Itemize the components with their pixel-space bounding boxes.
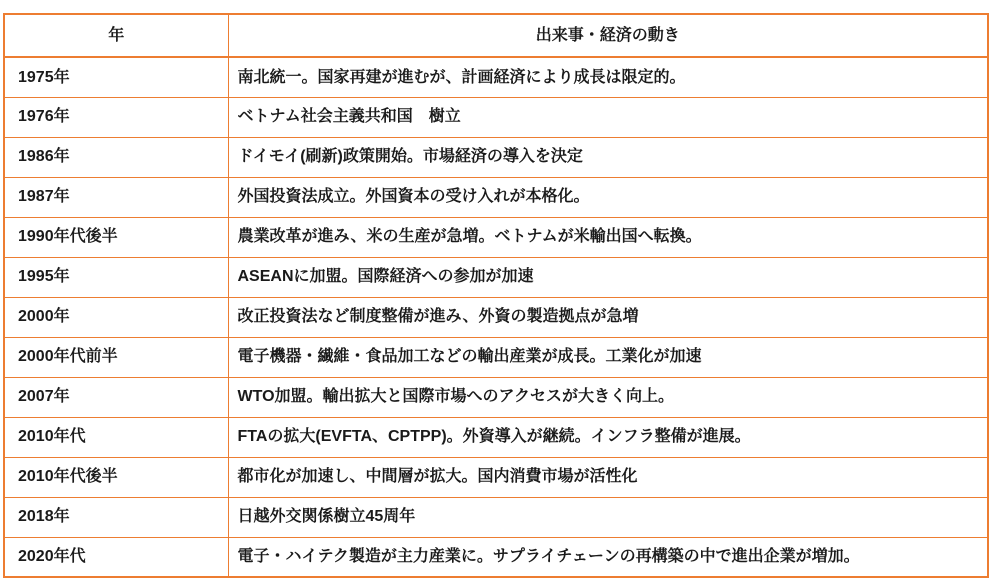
year-cell: 2010年代 — [4, 417, 228, 457]
event-cell: 日越外交関係樹立45周年 — [228, 497, 988, 537]
table-row — [4, 417, 988, 457]
year-cell: 1975年 — [4, 57, 228, 97]
year-cell: 2007年 — [4, 377, 228, 417]
table-row — [4, 97, 988, 137]
event-cell: ASEANに加盟。国際経済への参加が加速 — [228, 257, 988, 297]
event-cell: ベトナム社会主義共和国 樹立 — [228, 97, 988, 137]
event-cell: 外国投資法成立。外国資本の受け入れが本格化。 — [228, 177, 988, 217]
column-header-year: 年 — [4, 14, 228, 57]
table-body — [4, 57, 988, 577]
year-cell: 1987年 — [4, 177, 228, 217]
year-cell: 2000年代前半 — [4, 337, 228, 377]
table-row — [4, 57, 988, 97]
table-row — [4, 457, 988, 497]
event-cell: FTAの拡大(EVFTA、CPTPP)。外資導入が継続。インフラ整備が進展。 — [228, 417, 988, 457]
table-row — [4, 537, 988, 577]
table-row — [4, 257, 988, 297]
event-cell: 農業改革が進み、米の生産が急増。ベトナムが米輸出国へ転換。 — [228, 217, 988, 257]
history-table — [3, 13, 989, 578]
year-cell: 2018年 — [4, 497, 228, 537]
table-row — [4, 177, 988, 217]
year-cell: 1995年 — [4, 257, 228, 297]
year-cell: 2000年 — [4, 297, 228, 337]
event-cell: 南北統一。国家再建が進むが、計画経済により成長は限定的。 — [228, 57, 988, 97]
table-row — [4, 297, 988, 337]
table-row — [4, 497, 988, 537]
event-cell: ドイモイ(刷新)政策開始。市場経済の導入を決定 — [228, 137, 988, 177]
event-cell: 都市化が加速し、中間層が拡大。国内消費市場が活性化 — [228, 457, 988, 497]
table-row — [4, 337, 988, 377]
header-row — [4, 14, 988, 57]
year-cell: 1976年 — [4, 97, 228, 137]
year-cell: 1990年代後半 — [4, 217, 228, 257]
event-cell: 電子・ハイテク製造が主力産業に。サプライチェーンの再構築の中で進出企業が増加。 — [228, 537, 988, 577]
table-row — [4, 217, 988, 257]
year-cell: 2010年代後半 — [4, 457, 228, 497]
event-cell: 改正投資法など制度整備が進み、外資の製造拠点が急増 — [228, 297, 988, 337]
event-cell: WTO加盟。輸出拡大と国際市場へのアクセスが大きく向上。 — [228, 377, 988, 417]
column-header-events: 出来事・経済の動き — [228, 14, 988, 57]
table-row — [4, 137, 988, 177]
table-row — [4, 377, 988, 417]
year-cell: 1986年 — [4, 137, 228, 177]
year-cell: 2020年代 — [4, 537, 228, 577]
event-cell: 電子機器・繊維・食品加工などの輸出産業が成長。工業化が加速 — [228, 337, 988, 377]
table-header — [4, 14, 988, 57]
